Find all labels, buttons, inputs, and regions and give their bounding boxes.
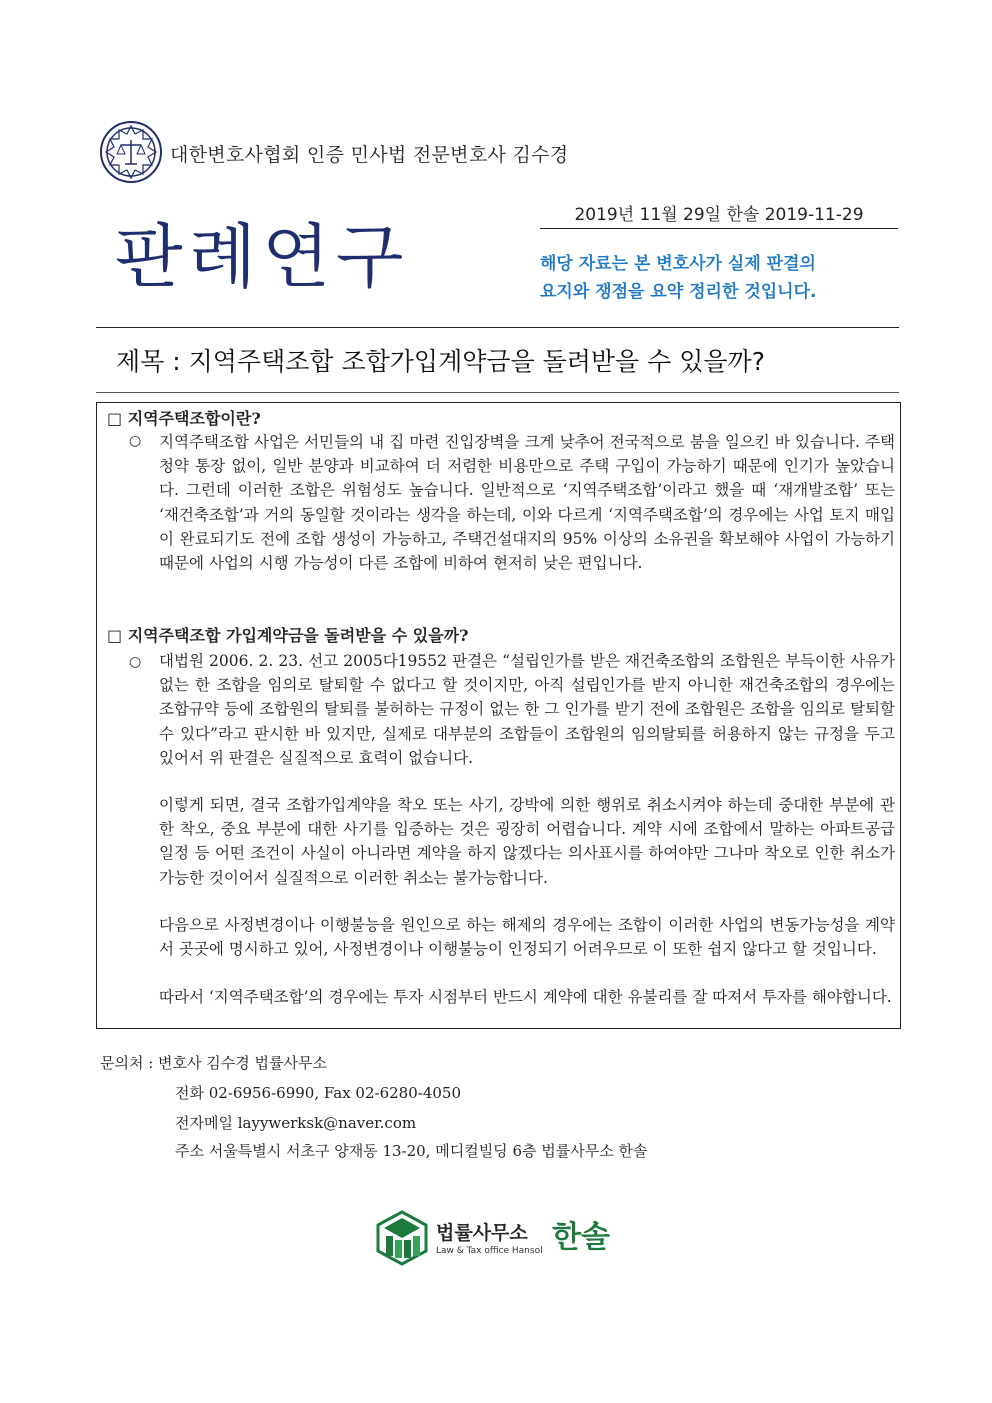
section-heading-1: □ 지역주택조합이란? xyxy=(107,409,261,428)
subject-line: 제목 : 지역주택조합 조합가입계약금을 돌려받을 수 있을까? xyxy=(116,347,765,376)
notice-line-2: 요지와 쟁점을 요약 정리한 것입니다. xyxy=(540,282,817,302)
section-2-paragraph-4: 따라서 ‘지역주택조합’의 경우에는 투자 시점부터 반드시 계약에 대한 유불리를 잘 따져서 투자를 해야합니다. xyxy=(159,988,892,1006)
dateline: 2019년 11월 29일 한솔 2019-11-29 xyxy=(540,200,898,229)
page-title: 판례연구 xyxy=(115,216,410,298)
contact-phone: 전화 02-6956-6990, Fax 02-6280-4050 xyxy=(175,1084,461,1102)
section-1-paragraph: 지역주택조합 사업은 서민들의 내 집 마련 진입장벽을 크게 낮추어 전국적으로 붐을 일으킨 바 있습니다. 주택청약 통장 없이, 일반 분양과 비교하여 더 저렴한 비용만으로 주택 구입이 가능하기 때문에 인기가 높았습니다. 그런데 이러한 조합은 위험성도 높습니다. 일반적으로 ‘지역주택조합’이라고 했을 때 ‘재개발조합’ 또는 ‘재건축조합’과 거의 동일할 것이라는 생각을 하는데, 이와 다르게 ‘지역주택조합’의 경우에는 사업 토지 매입이 완료되기도 전에 조합 생성이 가능하고, 주택건설대지의 95% 이상의 소유권을 확보해야 사업이 가능하기 때문에 사업의 시행 가능성이 다른 조합에 비하여 현저히 낮은 편입니다. xyxy=(159,433,895,573)
logo-korean-text: 법률사무소 xyxy=(436,1222,528,1244)
divider-top xyxy=(96,327,899,328)
logo-english-text: Law & Tax office Hansol xyxy=(436,1246,543,1256)
notice-line-1: 해당 자료는 본 변호사가 실제 판결의 xyxy=(540,254,816,274)
contact-address: 주소 서울특별시 서초구 양재동 13-20, 메디컬빌딩 6층 법률사무소 한솔 xyxy=(175,1142,648,1160)
section-heading-2: □ 지역주택조합 가입계약금을 돌려받을 수 있을까? xyxy=(107,626,469,645)
section-2-paragraph-1: 대법원 2006. 2. 23. 선고 2005다19552 판결은 “설립인가를 받은 재건축조합의 조합원은 부득이한 사유가 없는 한 조합을 임의로 탈퇴할 수 없다고 할 것이지만, 아직 설립인가를 받지 아니한 재건축조합의 경우에는 조합규약 등에 조합원의 탈퇴를 불허하는 규정이 없는 한 그 인가를 받기 전에 조합원은 조합을 임의로 탈퇴할 수 있다”라고 판시한 바 있지만, 실제로 대부분의 조합들이 조합원의 임의탈퇴를 허용하지 않는 규정을 두고 있어서 위 판결은 실질적으로 효력이 없습니다. xyxy=(159,652,895,767)
logo-name: 한솔 xyxy=(552,1220,610,1255)
contact-label: 문의처 : 변호사 김수경 법률사무소 xyxy=(100,1054,327,1072)
contact-email: 전자메일 layywerksk@naver.com xyxy=(175,1114,417,1132)
bullet-icon: ○ xyxy=(129,654,142,670)
notice-text xyxy=(540,250,900,306)
association-title: 대한변호사협회 인증 민사법 전문변호사 김수경 xyxy=(170,144,569,166)
bar-association-seal xyxy=(99,120,163,184)
section-2-paragraph-3: 다음으로 사정변경이나 이행불능을 원인으로 하는 해제의 경우에는 조합이 이러한 사업의 변동가능성을 계약서 곳곳에 명시하고 있어, 사정변경이나 이행불능이 인정되기 어려우므로 이 또한 쉽지 않다고 할 것입니다. xyxy=(159,916,895,959)
divider-bottom xyxy=(96,392,899,393)
hansol-logo xyxy=(374,1210,624,1270)
hansol-logo-icon xyxy=(374,1210,430,1266)
content-box xyxy=(96,402,901,1029)
bullet-icon: ○ xyxy=(129,433,142,449)
section-2-paragraph-2: 이렇게 되면, 결국 조합가입계약을 착오 또는 사기, 강박에 의한 행위로 취소시켜야 하는데 중대한 부분에 관한 착오, 중요 부분에 대한 사기를 입증하는 것은 굉장히 어렵습니다. 계약 시에 조합에서 말하는 아파트공급일정 등 어떤 조건이 사실이 아니라면 계약을 하지 않겠다는 의사표시를 하여야만 그나마 착오로 인한 취소가 가능한 것이어서 실질적으로 이러한 취소는 불가능합니다. xyxy=(159,796,895,887)
